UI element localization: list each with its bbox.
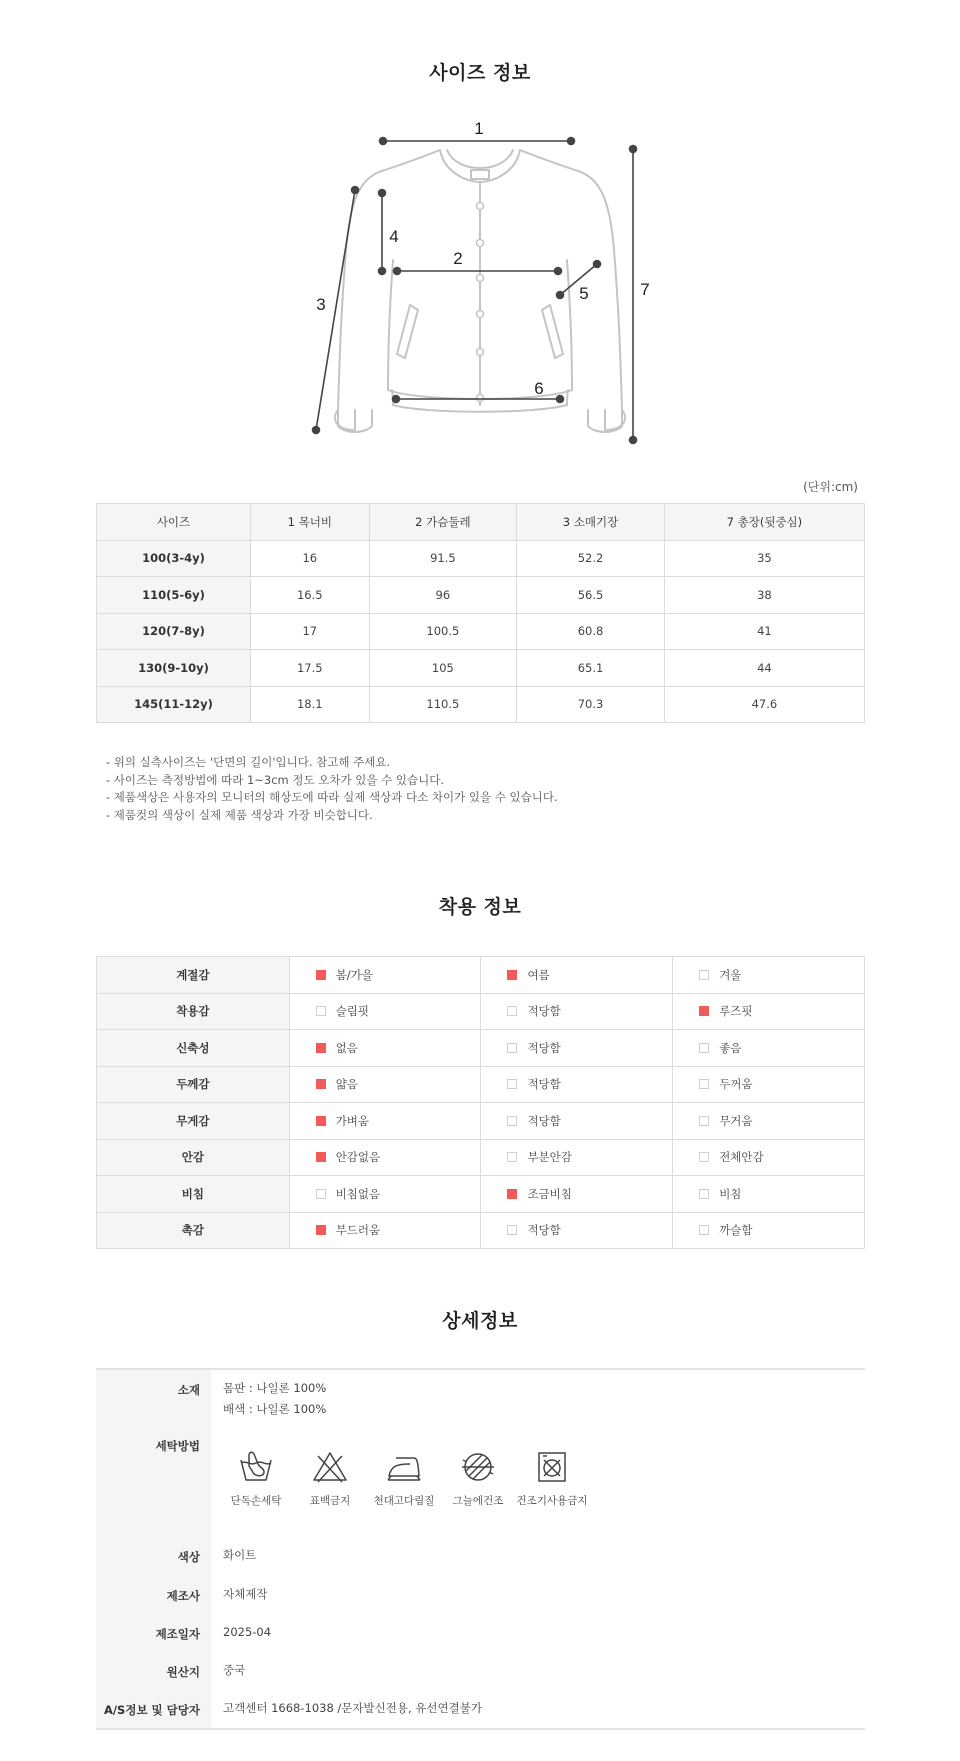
measure-label-7: 7 <box>640 280 650 299</box>
no-tumble-dry-icon <box>534 1450 570 1484</box>
checked-box-icon <box>507 970 517 980</box>
measure-label-6: 6 <box>534 379 544 398</box>
table-row <box>97 613 865 650</box>
unchecked-box-icon <box>699 1152 709 1162</box>
measure-label-3: 3 <box>316 295 326 314</box>
fit-option <box>289 993 481 1030</box>
checked-box-icon <box>316 1225 326 1235</box>
fit-row-label: 안감 <box>97 1139 290 1176</box>
fit-option-label: 전체안감 <box>719 1150 764 1165</box>
checked-box-icon <box>316 1116 326 1126</box>
fit-option <box>673 957 865 994</box>
unit-label: (단위:cm) <box>803 480 858 494</box>
measure-label-5: 5 <box>579 284 589 303</box>
hand-wash-icon <box>238 1450 274 1484</box>
wash-label-text: 건조기사용금지 <box>516 1495 588 1507</box>
wash-item <box>438 1450 518 1508</box>
checked-box-icon <box>316 1079 326 1089</box>
checked-box-icon <box>316 970 326 980</box>
unchecked-box-icon <box>507 1079 517 1089</box>
detail-table <box>96 1368 865 1730</box>
header-cell: 7 총장(뒷중심) <box>664 504 864 541</box>
wash-item <box>364 1450 444 1508</box>
fit-option-label: 적당함 <box>527 1077 561 1092</box>
fit-option-label: 좋음 <box>719 1040 742 1055</box>
fit-option <box>481 1030 673 1067</box>
value-cell: 60.8 <box>517 613 665 650</box>
as-value: 고객센터 1668-1038 /문자발신전용, 유선연결불가 <box>223 1701 482 1715</box>
note-line: - 제품색상은 사용자의 모니터의 해상도에 따라 실제 색상과 다소 차이가 있을 수 있습니다. <box>106 790 558 804</box>
fit-option-label: 부분안감 <box>527 1150 572 1165</box>
measure-label-4: 4 <box>389 227 399 246</box>
fit-option <box>481 993 673 1030</box>
value-cell: 100.5 <box>369 613 517 650</box>
fit-row <box>97 1212 865 1249</box>
value-cell: 47.6 <box>664 686 864 723</box>
fit-option <box>289 957 481 994</box>
fit-row <box>97 1139 865 1176</box>
fit-option <box>289 1066 481 1103</box>
fit-option-label: 봄/가을 <box>335 967 373 982</box>
fit-row-label: 신축성 <box>97 1030 290 1067</box>
unchecked-box-icon <box>699 1043 709 1053</box>
wash-label-text: 천대고다림질 <box>373 1495 435 1507</box>
fit-row <box>97 1103 865 1140</box>
shade-dry-icon <box>460 1450 496 1484</box>
size-cell: 100(3-4y) <box>97 540 251 577</box>
table-row <box>97 577 865 614</box>
value-cell: 35 <box>664 540 864 577</box>
unchecked-box-icon <box>507 1152 517 1162</box>
fit-option <box>481 1176 673 1213</box>
value-cell: 91.5 <box>369 540 517 577</box>
wash-item <box>216 1450 296 1508</box>
fit-option-label: 까슬함 <box>719 1223 753 1238</box>
size-table <box>96 503 865 723</box>
checked-box-icon <box>316 1152 326 1162</box>
fit-option-label: 적당함 <box>527 1113 561 1128</box>
material-label: 소재 <box>177 1383 200 1397</box>
measure-label-1: 1 <box>474 119 484 138</box>
value-cell: 41 <box>664 613 864 650</box>
fit-option <box>289 1103 481 1140</box>
fit-option <box>673 1103 865 1140</box>
fit-option <box>673 1030 865 1067</box>
fit-option <box>481 1103 673 1140</box>
fit-table <box>96 956 865 1249</box>
value-cell: 38 <box>664 577 864 614</box>
wash-label-text: 그늘에건조 <box>452 1495 504 1507</box>
fit-row-label: 착용감 <box>97 993 290 1030</box>
checked-box-icon <box>507 1189 517 1199</box>
table-row <box>97 686 865 723</box>
fit-option <box>481 1212 673 1249</box>
fit-info-title: 착용 정보 <box>438 896 522 918</box>
fit-option-label: 겨울 <box>719 967 742 982</box>
fit-option <box>673 1212 865 1249</box>
size-notes <box>106 754 558 824</box>
fit-option <box>289 1212 481 1249</box>
fit-option-label: 슬림핏 <box>335 1004 370 1019</box>
iron-cloth-icon <box>386 1450 422 1484</box>
wash-label: 세탁방법 <box>155 1439 200 1453</box>
fit-option <box>673 1176 865 1213</box>
unchecked-box-icon <box>699 1116 709 1126</box>
fit-option <box>673 993 865 1030</box>
origin-value: 중국 <box>223 1663 246 1677</box>
no-bleach-icon <box>312 1450 348 1484</box>
date-label: 제조일자 <box>155 1627 200 1641</box>
value-cell: 17.5 <box>251 650 370 687</box>
unchecked-box-icon <box>316 1006 326 1016</box>
maker-label: 제조사 <box>166 1589 200 1603</box>
fit-option-label: 비침없음 <box>335 1186 381 1201</box>
detail-info-title: 상세정보 <box>442 1310 518 1332</box>
note-line: - 위의 실측사이즈는 '단면의 길이'입니다. 참고해 주세요. <box>106 755 391 769</box>
wash-label-text: 표백금지 <box>309 1495 351 1507</box>
fit-option-label: 얇음 <box>335 1077 358 1092</box>
size-table-header <box>97 504 865 541</box>
material-line: 배색 : 나일론 100% <box>223 1402 327 1416</box>
size-info-title: 사이즈 정보 <box>429 62 531 84</box>
fit-option-label: 적당함 <box>527 1004 561 1019</box>
fit-row <box>97 1176 865 1213</box>
wash-label-text: 단독손세탁 <box>230 1495 282 1507</box>
unchecked-box-icon <box>699 1189 709 1199</box>
size-cell: 145(11-12y) <box>97 686 251 723</box>
unchecked-box-icon <box>507 1006 517 1016</box>
fit-option <box>481 1139 673 1176</box>
wash-item <box>290 1450 370 1508</box>
fit-option-label: 적당함 <box>527 1040 561 1055</box>
fit-option-label: 조금비침 <box>527 1186 572 1201</box>
fit-row-label: 두께감 <box>97 1066 290 1103</box>
fit-option-label: 여름 <box>527 967 550 982</box>
fit-row-label: 계절감 <box>97 957 290 994</box>
fit-option-label: 루즈핏 <box>719 1004 753 1019</box>
fit-option-label: 적당함 <box>527 1223 561 1238</box>
value-cell: 56.5 <box>517 577 665 614</box>
origin-label: 원산지 <box>166 1665 200 1679</box>
fit-option-label: 부드러움 <box>335 1223 381 1238</box>
value-cell: 96 <box>369 577 517 614</box>
value-cell: 16.5 <box>251 577 370 614</box>
fit-row <box>97 993 865 1030</box>
wash-item <box>512 1450 592 1508</box>
unchecked-box-icon <box>507 1225 517 1235</box>
fit-option <box>289 1176 481 1213</box>
jacket-measurement-diagram <box>280 108 680 460</box>
fit-row <box>97 1030 865 1067</box>
date-value: 2025-04 <box>223 1625 272 1639</box>
material-line: 몸판 : 나일론 100% <box>223 1381 327 1395</box>
header-cell: 2 가슴둘레 <box>369 504 517 541</box>
color-value: 화이트 <box>223 1548 257 1562</box>
fit-option <box>481 1066 673 1103</box>
table-row <box>97 650 865 687</box>
unchecked-box-icon <box>507 1043 517 1053</box>
header-cell: 1 목너비 <box>251 504 370 541</box>
unchecked-box-icon <box>699 970 709 980</box>
unchecked-box-icon <box>507 1116 517 1126</box>
fit-option-label: 두꺼움 <box>719 1077 753 1092</box>
fit-option <box>289 1139 481 1176</box>
note-line: - 제품컷의 색상이 실제 제품 색상과 가장 비슷합니다. <box>106 807 373 822</box>
value-cell: 16 <box>251 540 370 577</box>
value-cell: 110.5 <box>369 686 517 723</box>
fit-row-label: 촉감 <box>97 1212 290 1249</box>
note-line: - 사이즈는 측정방법에 따라 1~3cm 정도 오차가 있을 수 있습니다. <box>106 772 445 787</box>
unchecked-box-icon <box>699 1079 709 1089</box>
color-label: 색상 <box>177 1550 200 1564</box>
fit-option-label: 비침 <box>719 1186 742 1201</box>
table-row <box>97 540 865 577</box>
checked-box-icon <box>316 1043 326 1053</box>
value-cell: 44 <box>664 650 864 687</box>
header-cell: 3 소매기장 <box>517 504 665 541</box>
size-cell: 110(5-6y) <box>97 577 251 614</box>
fit-row-label: 비침 <box>97 1176 290 1213</box>
fit-option <box>673 1139 865 1176</box>
value-cell: 105 <box>369 650 517 687</box>
fit-option-label: 가벼움 <box>335 1113 370 1128</box>
value-cell: 17 <box>251 613 370 650</box>
unchecked-box-icon <box>699 1225 709 1235</box>
checked-box-icon <box>699 1006 709 1016</box>
fit-option-label: 없음 <box>335 1040 358 1055</box>
size-cell: 130(9-10y) <box>97 650 251 687</box>
fit-row <box>97 1066 865 1103</box>
measure-label-2: 2 <box>453 249 463 268</box>
fit-row-label: 무게감 <box>97 1103 290 1140</box>
value-cell: 65.1 <box>517 650 665 687</box>
size-cell: 120(7-8y) <box>97 613 251 650</box>
value-cell: 52.2 <box>517 540 665 577</box>
fit-option <box>481 957 673 994</box>
as-label: A/S정보 및 담당자 <box>103 1703 200 1717</box>
fit-option <box>673 1066 865 1103</box>
maker-value: 자체제작 <box>223 1587 268 1601</box>
value-cell: 18.1 <box>251 686 370 723</box>
value-cell: 70.3 <box>517 686 665 723</box>
fit-option <box>289 1030 481 1067</box>
fit-option-label: 안감없음 <box>335 1150 381 1165</box>
fit-row <box>97 957 865 994</box>
material-value <box>223 1378 326 1420</box>
unchecked-box-icon <box>316 1189 326 1199</box>
fit-option-label: 무거움 <box>719 1113 753 1128</box>
header-cell: 사이즈 <box>97 504 251 541</box>
